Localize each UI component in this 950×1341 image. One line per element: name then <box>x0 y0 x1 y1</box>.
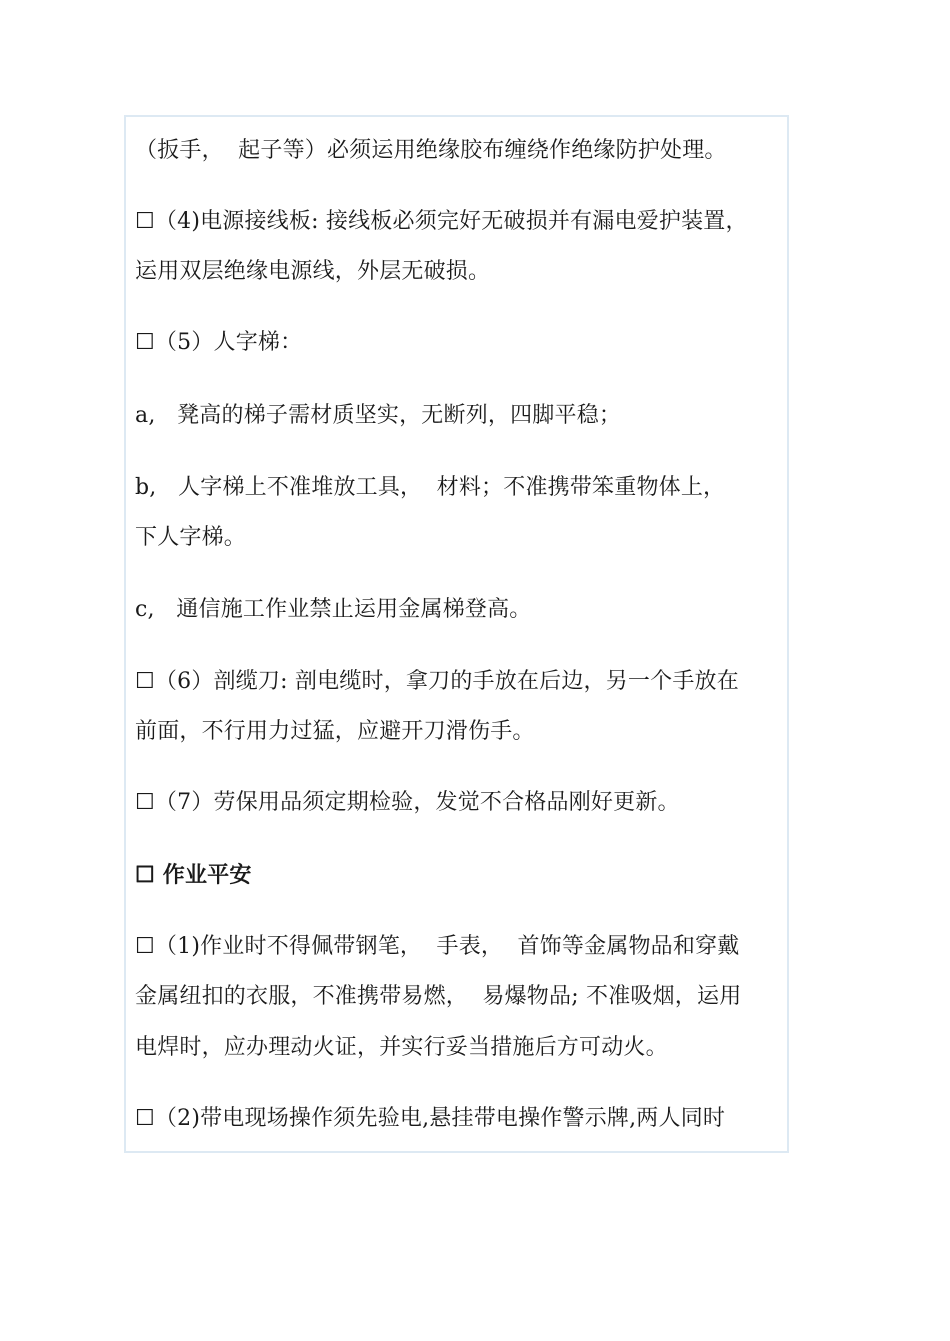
text-line-2: ☐（4)电源接线板: 接线板必须完好无破损并有漏电爱护装置， <box>135 209 748 234</box>
text-line-15: 电焊时，应办理动火证，并实行妥当措施后方可动火。 <box>135 1035 668 1060</box>
text-line-9: ☐（6）剖缆刀: 剖电缆时，拿刀的手放在后边，另一个手放在 <box>135 669 739 694</box>
text-line-6: b, 人字梯上不准堆放工具， 材料；不准携带笨重物体上， <box>135 475 726 500</box>
text-line-11: ☐（7）劳保用品须定期检验，发觉不合格品刚好更新。 <box>135 790 680 815</box>
text-line-4: ☐（5）人字梯： <box>135 330 303 355</box>
text-line-7: 下人字梯。 <box>135 525 247 550</box>
text-line-13: ☐（1)作业时不得佩带钢笔， 手表， 首饰等金属物品和穿戴 <box>135 934 740 959</box>
section-heading: ☐ 作业平安 <box>135 862 252 888</box>
text-line-8: c, 通信施工作业禁止运用金属梯登高。 <box>135 597 532 622</box>
text-line-3: 运用双层绝缘电源线，外层无破损。 <box>135 259 491 284</box>
text-line-16: ☐（2)带电现场操作须先验电,悬挂带电操作警示牌,两人同时 <box>135 1106 726 1131</box>
text-line-1: （扳手， 起子等）必须运用绝缘胶布缠绕作绝缘防护处理。 <box>135 138 727 163</box>
text-line-10: 前面，不行用力过猛，应避开刀滑伤手。 <box>135 719 535 744</box>
text-line-5: a, 凳高的梯子需材质坚实，无断列，四脚平稳； <box>135 403 622 428</box>
text-line-14: 金属纽扣的衣服，不准携带易燃， 易爆物品; 不准吸烟，运用 <box>135 984 742 1009</box>
